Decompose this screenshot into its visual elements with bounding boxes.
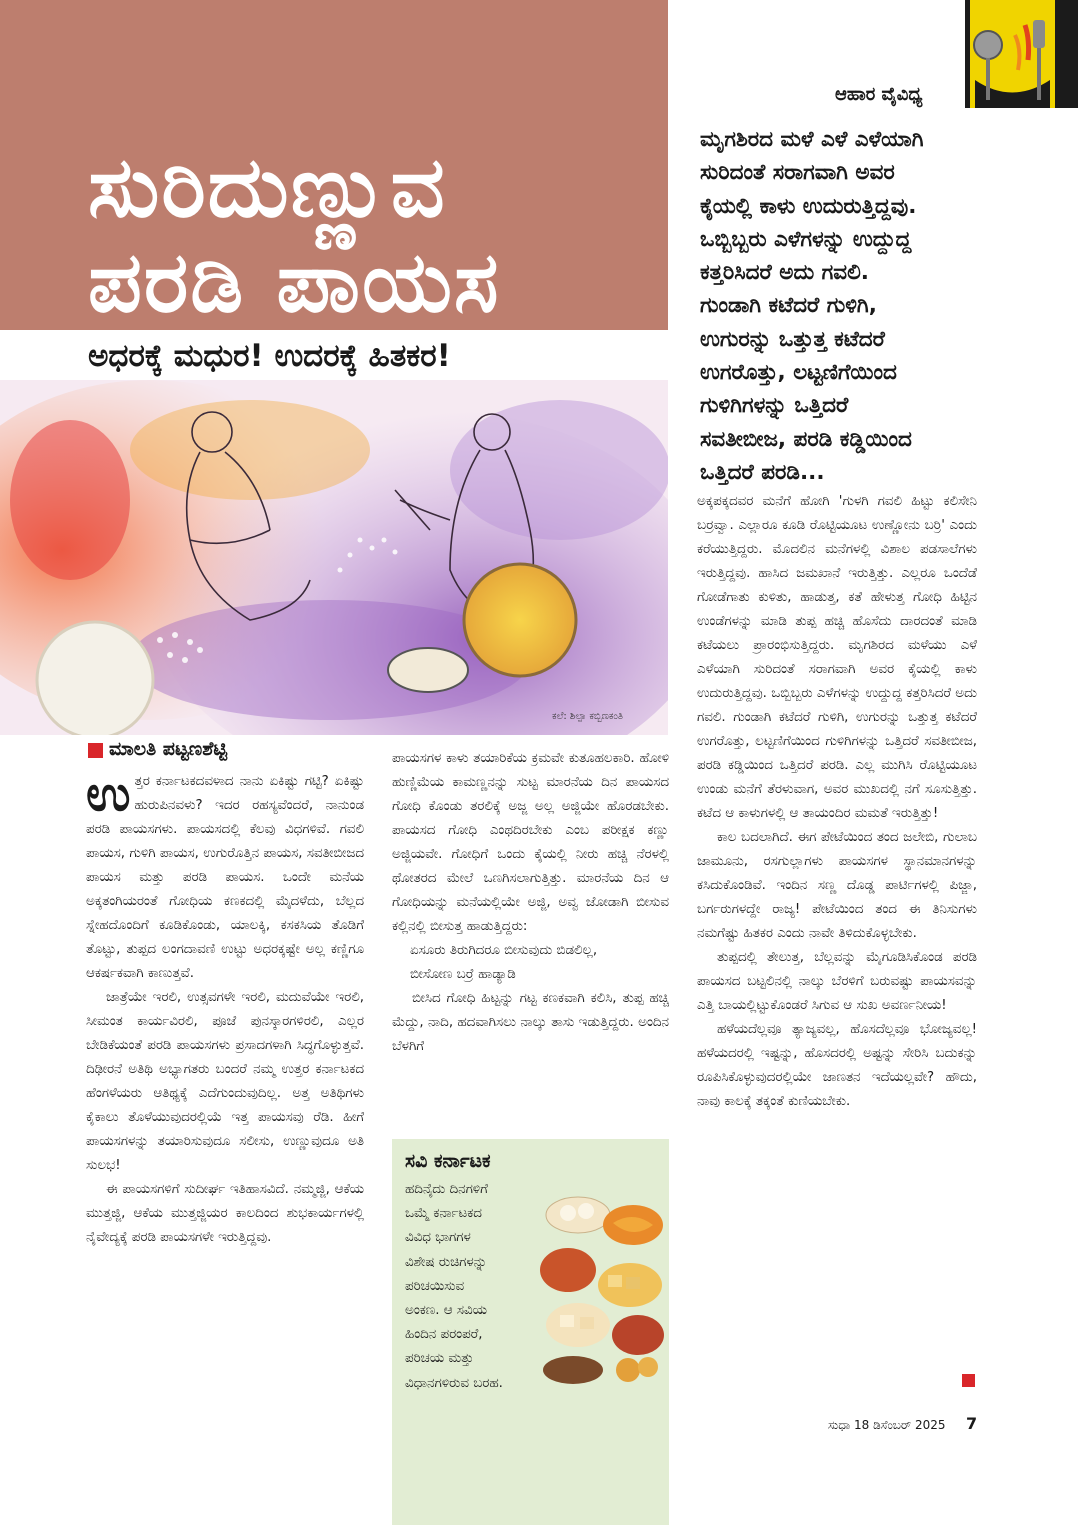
section-label: ಆಹಾರ ವೈವಿಧ್ಯ bbox=[835, 84, 923, 105]
sidebar-line: ಅಂಕಣ. ಆ ಸವಿಯ bbox=[405, 1303, 487, 1319]
body-paragraph bbox=[86, 766, 364, 986]
pull-quote-line: ಮೃಗಶಿರದ ಮಳೆ ಎಳೆ ಎಳೆಯಾಗಿ bbox=[700, 127, 924, 152]
article-column-2 bbox=[392, 747, 669, 1059]
body-paragraph: ಹಳೆಯದೆಲ್ಲವೂ ತ್ಯಾಜ್ಯವಲ್ಲ, ಹೊಸದೆಲ್ಲವೂ ಭೋಜ್ಯವಲ್ಲ! ಹಳೆಯದರಲ್ಲಿ ಇಷ್ಟನ್ನು, ಹೊಸದರಲ್ಲಿ ಅಷ್ಟನ್ನು ಸೇರಿಸಿ ಬದುಕನ್ನು ರೂಪಿಸಿಕೊಳ್ಳುವುದರಲ್ಲಿಯೇ ಜಾಣತನ ಇದೆಯಲ್ಲವೇ? ಹೌದು, ನಾವು ಕಾಲಕ್ಕೆ ತಕ್ಕಂತೆ ಕುಣಿಯಬೇಕು. bbox=[697, 1022, 977, 1109]
pull-quote-line: ಉಗರೊತ್ತು, ಲಟ್ಟಣಿಗೆಯಿಂದ bbox=[700, 360, 897, 386]
sidebar-line: ಒಮ್ಮೆ ಕರ್ನಾಟಕದ bbox=[405, 1206, 482, 1222]
pull-quote-line: ಒಬ್ಬಿಬ್ಬರು ಎಳೆಗಳನ್ನು ಉದ್ದುದ್ದ bbox=[700, 226, 912, 252]
subtitle: ಅಧರಕ್ಕೆ ಮಧುರ! ಉದರಕ್ಕೆ ಹಿತಕರ! bbox=[88, 338, 451, 374]
payasa-bowl-right bbox=[464, 564, 576, 676]
folk-song-line: ಏಸೂರು ತಿರುಗಿದರೂ ಬೀಸುವುದು ಬಿಡಲಿಲ್ಲ, bbox=[410, 943, 598, 958]
headline-line-1: ಸುರಿದುಣ್ಣುವ bbox=[88, 138, 447, 236]
pull-quote-line: ಸವತೀಬೀಜ, ಪರಡಿ ಕಡ್ಡಿಯಿಂದ bbox=[700, 426, 912, 452]
body-paragraph: ತುಪ್ಪದಲ್ಲಿ ತೇಲುತ್ತ, ಬೆಲ್ಲವನ್ನು ಮೈಗೂಡಿಸಿಕೊಂಡ ಪರಡಿ ಪಾಯಸದ ಬಟ್ಟಲಿನಲ್ಲಿ ನಾಲ್ಕು ಬೆರಳಿಗೆ ಬರುವಷ್ಟು ಪಾಯಸವನ್ನು ಎತ್ತಿ ಬಾಯಲ್ಲಿಟ್ಟುಕೊಂಡರೆ ಸಿಗುವ ಆ ಸುಖ ಅವರ್ಣನೀಯ! bbox=[697, 950, 977, 1013]
sidebar-title: ಸವಿ ಕರ್ನಾಟಕ bbox=[405, 1150, 491, 1172]
sidebar-line: ವಿಧಾನಗಳಿರುವ ಬರಹ. bbox=[405, 1375, 503, 1391]
payasa-bowl-left bbox=[37, 622, 153, 735]
body-paragraph: ಕಾಲ ಬದಲಾಗಿದೆ. ಈಗ ಪೇಟೆಯಿಂದ ತಂದ ಜಲೇಬಿ, ಗುಲಾಬ ಜಾಮೂನು, ರಸಗುಲ್ಲಾಗಳು ಪಾಯಸಗಳ ಸ್ಥಾನಮಾನಗಳನ್ನು ಕಸಿದುಕೊಂಡಿವೆ. ಇಂದಿನ ಸಣ್ಣ ದೊಡ್ಡ ಪಾರ್ಟಿಗಳಲ್ಲಿ ಪಿಜ್ಜಾ, ಬರ್ಗರುಗಳದ್ದೇ ರಾಜ್ಯ! ಪೇಟೆಯಿಂದ ತಂದ ಈ ತಿನಿಸುಗಳು ನಮಗೆಷ್ಟು ಹಿತಕರ ಎಂದು ನಾವೇ ತಿಳಿದುಕೊಳ್ಳಬೇಕು. bbox=[697, 830, 977, 941]
pull-quote-line: ಕೈಯಲ್ಲಿ ಕಾಳು ಉದುರುತ್ತಿದ್ದವು. bbox=[700, 193, 917, 219]
pull-quote-line: ಒತ್ತಿದರೆ ಪರಡಿ... bbox=[700, 459, 825, 485]
sidebar-description bbox=[405, 1178, 555, 1396]
sidebar-line: ವಿಶೇಷ ರುಚಿಗಳನ್ನು bbox=[405, 1254, 488, 1270]
pull-quote-line: ಉಗುರನ್ನು ಒತ್ತುತ್ತ ಕಟೆದರೆ bbox=[700, 326, 885, 352]
pull-quote bbox=[700, 123, 992, 489]
sidebar-line: ಹಿಂದಿನ ಪರಂಪರೆ, bbox=[405, 1327, 483, 1343]
body-paragraph: ಬೀಸಿದ ಗೋಧಿ ಹಿಟ್ಟನ್ನು ಗಟ್ಟ ಕಣಕವಾಗಿ ಕಲಿಸಿ, ತುಪ್ಪ ಹಚ್ಚಿ ಮೆದ್ದು, ನಾದಿ, ಹದವಾಗಿಸಲು ನಾಲ್ಕು ತಾಸು ಇಡುತ್ತಿದ್ದರು. ಅಂದಿನ ಬೆಳಗಿಗೆ bbox=[392, 991, 669, 1054]
sidebar-line: ಪರಿಚಯಿಸುವ bbox=[405, 1278, 465, 1294]
folk-song-line: ಬೀಸೋಣ ಬರ್ರೆ ಹಾಡ್ಯಾಡಿ bbox=[410, 967, 516, 982]
body-paragraph: ಈ ಪಾಯಸಗಳಿಗೆ ಸುದೀರ್ಘ ಇತಿಹಾಸವಿದೆ. ನಮ್ಮಜ್ಜಿ, ಆಕೆಯ ಮುತ್ತಜ್ಜಿ, ಆಕೆಯ ಮುತ್ತಜ್ಜಿಯರ ಕಾಲದಿಂದ ಶುಭಕಾರ್ಯಗಳಲ್ಲಿ ನೈವೇದ್ಯಕ್ಕೆ ಪರಡಿ ಪಾಯಸಗಳೇ ಇರುತ್ತಿದ್ದವು. bbox=[86, 1182, 364, 1245]
article-column-1 bbox=[86, 766, 364, 1250]
article-end-marker bbox=[962, 1374, 975, 1387]
body-paragraph: ಪಾಯಸಗಳ ಕಾಳು ತಯಾರಿಕೆಯ ಕ್ರಮವೇ ಕುತೂಹಲಕಾರಿ. ಹೋಳಿ ಹುಣ್ಣಿಮೆಯ ಕಾಮಣ್ಣನನ್ನು ಸುಟ್ಟ ಮಾರನೆಯ ದಿನ ಪಾಯಸದ ಗೋಧಿ ಕೊಂಡು ತರಲಿಕ್ಕೆ ಅಜ್ಜ ಅಲ್ಲ ಅಜ್ಜಿಯೇ ಹೊರಡಬೇಕು. ಪಾಯಸದ ಗೋಧಿ ಎಂಥದಿರಬೇಕು ಎಂಬ ಪರೀಕ್ಷಕ ಕಣ್ಣು ಅಜ್ಜಿಯವೇ. ಗೋಧಿಗೆ ಒಂದು ಕೈಯಲ್ಲಿ ನೀರು ಹಚ್ಚಿ ನೆರಳಲ್ಲಿ ಥೋತರದ ಮೇಲೆ ಒಣಗಿಸಲಾಗುತ್ತಿತ್ತು. ಮಾರನೆಯ ದಿನ ಆ ಗೋಧಿಯನ್ನು ಮನೆಯಲ್ಲಿಯೇ ಅಜ್ಜಿ, ಅವ್ವ ಜೋಡಾಗಿ ಬೀಸುವ ಕಲ್ಲಿನಲ್ಲಿ ಬೀಸುತ್ತ ಹಾಡುತ್ತಿದ್ದರು: bbox=[392, 751, 669, 934]
page-number: 7 bbox=[966, 1414, 978, 1433]
cooking-utensils-icon bbox=[970, 0, 1055, 108]
women-cooking-illustration bbox=[0, 380, 668, 735]
footer-publication: ಸುಧಾ 18 ಡಿಸೆಂಬರ್ 2025 bbox=[828, 1418, 946, 1432]
sidebar-line: ವಿವಿಧ ಭಾಗಗಳ bbox=[405, 1230, 471, 1246]
art-credit: ಕಲೆ: ಶಿಲ್ಪಾ ಕಬ್ಬಿಣಕಂತಿ bbox=[552, 711, 624, 722]
pull-quote-line: ಕತ್ತರಿಸಿದರೆ ಅದು ಗವಲಿ. bbox=[700, 260, 869, 286]
watercolor-illustration bbox=[0, 380, 668, 735]
paragraph-text: ತ್ತರ ಕರ್ನಾಟಕದವಳಾದ ನಾನು ಏಕಿಷ್ಟು ಗಟ್ಟಿ? ಏಕಿಷ್ಟು ಹುರುಪಿನವಳು? ಇದರ ರಹಸ್ಯವೆಂದರೆ, ನಾನುಂಡ ಪರಡಿ ಪಾಯಸಗಳು. ಪಾಯಸದಲ್ಲಿ ಕೆಲವು ವಿಧಗಳಿವೆ. ಗವಲಿ ಪಾಯಸ, ಗುಳಿಗಿ ಪಾಯಸ, ಉಗುರೊತ್ತಿನ ಪಾಯಸ, ಸವತೀಬೀಜದ ಪಾಯಸ ಮತ್ತು ಪರಡಿ ಪಾಯಸ. ಒಂದೇ ಮನೆಯ ಅಕ್ಕತಂಗಿಯರಂತೆ ಗೋಧಿಯ ಕಣಕದಲ್ಲಿ ಮೈದಳೆದು, ಬೆಲ್ಲದ ಸ್ನೇಹದೊಂದಿಗೆ ಕೂಡಿಕೊಂಡು, ಯಾಲಕ್ಕಿ, ಕಸಕಸಿಯ ತೊಡಿಗೆ ತೊಟ್ಟು, ತುಪ್ಪದ ಲಂಗದಾವಣಿ ಉಟ್ಟು ಅಧರಕ್ಕಷ್ಟೇ ಅಲ್ಲ ಕಣ್ಣಿಗೂ ಆಕರ್ಷಕವಾಗಿ ಕಾಣುತ್ತವೆ. bbox=[86, 774, 364, 981]
body-paragraph: ಜಾತ್ರೆಯೇ ಇರಲಿ, ಉತ್ಸವಗಳೇ ಇರಲಿ, ಮದುವೆಯೇ ಇರಲಿ, ಸೀಮಂತ ಕಾರ್ಯವಿರಲಿ, ಪೂಜೆ ಪುನಸ್ಕಾರಗಳಿರಲಿ, ಎಲ್ಲರ ಬೇಡಿಕೆಯಂತೆ ಪರಡಿ ಪಾಯಸಗಳು ಪ್ರಸಾದಗಳಾಗಿ ಸಿದ್ಧಗೊಳ್ಳುತ್ತವೆ. ದಿಢೀರನೆ ಅತಿಥಿ ಅಭ್ಯಾಗತರು ಬಂದರೆ ನಮ್ಮ ಉತ್ತರ ಕರ್ನಾಟಕದ ಹೆಂಗಳೆಯರು ಆತಿಥ್ಯಕ್ಕೆ ಎದೆಗುಂದುವುದಿಲ್ಲ. ಅತ್ತ ಅತಿಥಿಗಳು ಕೈಕಾಲು ತೊಳೆಯುವುದರಲ್ಲಿಯೆ ಇತ್ತ ಪಾಯಸವು ರೆಡಿ. ಹೀಗೆ ಪಾಯಸಗಳನ್ನು ತಯಾರಿಸುವುದೂ ಸಲೀಸು, ಉಣ್ಣುವುದೂ ಅತಿ ಸುಲಭ! bbox=[86, 990, 364, 1173]
pull-quote-line: ಗುಂಡಾಗಿ ಕಟೆದರೆ ಗುಳಿಗಿ, bbox=[700, 293, 877, 319]
article-column-3 bbox=[697, 490, 977, 1114]
pull-quote-line: ಗುಳಿಗಿಗಳನ್ನು ಒತ್ತಿದರೆ bbox=[700, 393, 849, 419]
sidebar-line: ಪರಿಚಯ ಮತ್ತು bbox=[405, 1351, 474, 1367]
drop-cap: ಉ bbox=[86, 766, 131, 822]
author-marker bbox=[88, 743, 103, 758]
sidebar-line: ಹದಿನೈದು ದಿನಗಳಿಗೆ bbox=[405, 1182, 488, 1197]
headline-line-2: ಪರಡಿ ಪಾಯಸ bbox=[88, 233, 501, 331]
author-name: ಮಾಲತಿ ಪಟ್ಟಣಶೆಟ್ಟಿ bbox=[109, 738, 228, 760]
body-paragraph: ಅಕ್ಕಪಕ್ಕದವರ ಮನೆಗೆ ಹೋಗಿ 'ಗುಳಗಿ ಗವಲಿ ಹಿಟ್ಟು ಕಲಿಸೇನಿ ಬರ್ರವ್ವಾ. ಎಲ್ಲಾರೂ ಕೂಡಿ ರೊಟ್ಟಿಯೂಟ ಉಣ್ಣೋನು ಬರ್ರಿ' ಎಂದು ಕರೆಯುತ್ತಿದ್ದರು. ಮೊದಲಿನ ಮನೆಗಳಲ್ಲಿ ವಿಶಾಲ ಪಡಸಾಲೆಗಳು ಇರುತ್ತಿದ್ದವು. ಹಾಸಿದ ಜಮಖಾನೆ ಇರುತ್ತಿತ್ತು. ಎಲ್ಲರೂ ಒಂದೆಡೆ ಗೋಡೆಗಾತು ಕುಳಿತು, ಹಾಡುತ್ತ, ಕತೆ ಹೇಳುತ್ತ ಗೋಧಿ ಹಿಟ್ಟಿನ ಉಂಡೆಗಳನ್ನು ಮಾಡಿ ತುಪ್ಪ ಹಚ್ಚಿ ಹೊಸೆದು ದಾರದಂತೆ ಮಾಡಿ ಕಟೆಯಲು ಪ್ರಾರಂಭಿಸುತ್ತಿದ್ದರು. ಮೃಗಶಿರದ ಮಳೆಯು ಎಳೆ ಎಳೆಯಾಗಿ ಸುರಿದಂತೆ ಸರಾಗವಾಗಿ ಅವರ ಕೈಯಲ್ಲಿ ಕಾಳು ಉದುರುತ್ತಿದ್ದವು. ಒಬ್ಬಿಬ್ಬರು ಎಳೆಗಳನ್ನು ಉದ್ದುದ್ದ ಕತ್ತರಿಸಿದರೆ ಅದು ಗವಲಿ. ಗುಂಡಾಗಿ ಕಟೆದರೆ ಗುಳಿಗಿ, ಉಗುರನ್ನು ಒತ್ತುತ್ತ ಕಟೆದರೆ ಉಗರೊತ್ತು, ಲಟ್ಟಣಿಗೆಯಿಂದ ಗುಳಿಗಿಗಳನ್ನು ಒತ್ತಿದರೆ ಸವತೀಬೀಜ, ಪರಡಿ ಕಡ್ಡಿಯಿಂದ ಒತ್ತಿದರೆ ಪರಡಿ. ಎಲ್ಲ ಮುಗಿಸಿ ರೊಟ್ಟಿಯೂಟ ಉಂಡು ಮನೆಗೆ ತೆರಳುವಾಗ, ಅವರ ಮುಖದಲ್ಲಿ ನಗೆ ಸೂಸುತ್ತಿತ್ತು. ಕಟೆದ ಆ ಕಾಳುಗಳಲ್ಲಿ ಆ ತಾಯಂದಿರ ಮಮತೆ ಇರುತ್ತಿತ್ತು! bbox=[697, 494, 977, 821]
sweets-photo bbox=[538, 1185, 666, 1385]
pull-quote-line: ಸುರಿದಂತೆ ಸರಾಗವಾಗಿ ಅವರ bbox=[700, 160, 895, 186]
